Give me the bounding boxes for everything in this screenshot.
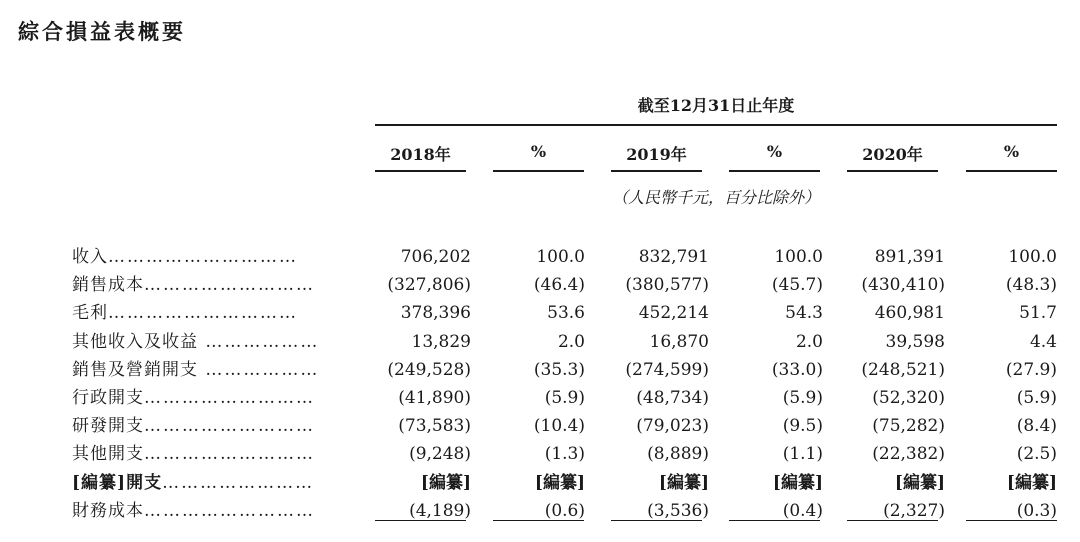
column-header-percent-2019: % — [729, 142, 820, 172]
cell-percent-2019: (45.7) — [771, 275, 823, 296]
leader-dots: ………………………… — [108, 247, 298, 267]
cell-2018: (9,248) — [409, 444, 471, 465]
bottom-rule — [847, 520, 938, 521]
cell-2019: (3,536) — [647, 500, 709, 521]
cell-percent-2018: [編纂] — [534, 472, 585, 493]
cell-2018: 378,396 — [400, 303, 471, 324]
cell-percent-2020: 4.4 — [1029, 331, 1057, 352]
row-label — [72, 412, 348, 440]
cell-2019: 16,870 — [649, 331, 709, 352]
row-label-text: 研發開支 — [72, 416, 144, 437]
cell-percent-2019: (0.4) — [782, 500, 823, 521]
cell-2018: (4,189) — [409, 500, 471, 521]
cell-percent-2018: (46.4) — [533, 275, 585, 296]
leader-dots: ……………………… — [144, 500, 315, 521]
bottom-rule — [966, 520, 1057, 521]
leader-dots: ………………………… — [108, 303, 298, 324]
row-label-text: 財務成本 — [72, 500, 144, 521]
cell-2018: 13,829 — [411, 331, 471, 352]
cell-2019: (380,577) — [625, 275, 709, 296]
cell-2019: (8,889) — [647, 444, 709, 465]
row-label — [72, 440, 348, 468]
table-row — [0, 469, 1080, 497]
cell-2018: (73,583) — [398, 416, 471, 437]
cell-2018: [編纂] — [420, 472, 471, 493]
cell-percent-2020: (48.3) — [1005, 275, 1057, 296]
table-row — [0, 384, 1080, 412]
cell-2020: (430,410) — [861, 275, 945, 296]
cell-2020: 460,981 — [874, 303, 945, 324]
cell-2018: (41,890) — [398, 388, 471, 408]
row-label-text: 其他開支 — [72, 444, 144, 465]
table-row — [0, 243, 1080, 271]
leader-dots: ……………… — [198, 331, 320, 352]
cell-percent-2019: (5.9) — [782, 388, 823, 408]
cell-2019: (274,599) — [625, 359, 709, 380]
cell-percent-2020: [編纂] — [1006, 472, 1057, 493]
leader-dots: …………………… — [162, 472, 315, 493]
column-header-2020: 2020年 — [847, 142, 938, 172]
row-label-text: [編纂]開支 — [72, 472, 163, 493]
cell-percent-2020: 100.0 — [1008, 247, 1057, 267]
column-header-percent-2020: % — [966, 142, 1057, 172]
leader-dots: ……………………… — [144, 416, 315, 437]
row-label — [72, 356, 348, 384]
cell-2019: [編纂] — [658, 472, 709, 493]
cell-percent-2018: 2.0 — [557, 331, 585, 352]
table-row — [0, 328, 1080, 356]
row-label-text: 毛利 — [72, 303, 108, 324]
row-label — [72, 497, 348, 525]
cell-2020: 39,598 — [885, 331, 945, 352]
cell-2020: 891,391 — [874, 247, 945, 267]
period-heading: 截至12月31日止年度 — [637, 96, 795, 115]
row-label — [72, 328, 348, 356]
bottom-rule — [611, 520, 702, 521]
column-header-2018: 2018年 — [375, 142, 466, 172]
cell-percent-2019: (1.1) — [782, 444, 823, 465]
cell-2020: (2,327) — [883, 500, 945, 521]
cell-2018: 706,202 — [400, 247, 471, 267]
bottom-rule — [729, 520, 820, 521]
row-label — [72, 469, 348, 497]
cell-percent-2019: 54.3 — [785, 303, 823, 324]
cell-percent-2019: [編纂] — [772, 472, 823, 493]
cell-percent-2018: (35.3) — [533, 359, 585, 380]
row-label — [72, 384, 348, 412]
row-label — [72, 299, 348, 327]
cell-percent-2018: (1.3) — [544, 444, 585, 465]
table-row — [0, 440, 1080, 468]
cell-percent-2018: (5.9) — [544, 388, 585, 408]
row-label-text: 收入 — [72, 247, 108, 267]
cell-percent-2020: 51.7 — [1019, 303, 1057, 324]
cell-percent-2018: 100.0 — [536, 247, 585, 267]
cell-2019: (79,023) — [636, 416, 709, 437]
row-label — [72, 243, 348, 271]
cell-percent-2019: 100.0 — [774, 247, 823, 267]
leader-dots: ……………………… — [144, 444, 315, 465]
leader-dots: ……………………… — [144, 275, 315, 296]
row-label-text: 銷售及營銷開支 — [72, 359, 198, 380]
cell-percent-2020: (5.9) — [1016, 388, 1057, 408]
table-row — [0, 412, 1080, 440]
cell-percent-2018: 53.6 — [547, 303, 585, 324]
cell-percent-2020: (2.5) — [1016, 444, 1057, 465]
cell-2020: (248,521) — [861, 359, 945, 380]
leader-dots: ……………… — [198, 359, 320, 380]
cell-2018: (249,528) — [387, 359, 471, 380]
cell-2020: [編纂] — [894, 472, 945, 493]
cell-2019: (48,734) — [636, 388, 709, 408]
cell-percent-2020: (27.9) — [1005, 359, 1057, 380]
table-row — [0, 299, 1080, 327]
bottom-rule — [493, 520, 584, 521]
bottom-rule — [375, 520, 466, 521]
cell-percent-2018: (0.6) — [544, 500, 585, 521]
table-row — [0, 271, 1080, 299]
leader-dots: ……………………… — [144, 388, 315, 408]
row-label-text: 行政開支 — [72, 388, 144, 408]
cell-percent-2019: 2.0 — [795, 331, 823, 352]
row-label-text: 銷售成本 — [72, 275, 144, 296]
row-label-text: 其他收入及收益 — [72, 331, 198, 352]
page-title: 綜合損益表概要 — [18, 19, 186, 44]
table-row — [0, 356, 1080, 384]
column-header-percent-2018: % — [493, 142, 584, 172]
cell-2019: 452,214 — [638, 303, 709, 324]
cell-percent-2020: (8.4) — [1016, 416, 1057, 437]
cell-2020: (52,320) — [872, 388, 945, 408]
period-divider — [375, 124, 1057, 126]
cell-2020: (22,382) — [872, 444, 945, 465]
column-header-2019: 2019年 — [611, 142, 702, 172]
unit-note: （人民幣千元，百分比除外） — [611, 188, 820, 207]
cell-percent-2020: (0.3) — [1016, 500, 1057, 521]
cell-percent-2018: (10.4) — [533, 416, 585, 437]
cell-percent-2019: (33.0) — [771, 359, 823, 380]
cell-2019: 832,791 — [638, 247, 709, 267]
cell-2020: (75,282) — [872, 416, 945, 437]
row-label — [72, 271, 348, 299]
cell-2018: (327,806) — [387, 275, 471, 296]
cell-percent-2019: (9.5) — [782, 416, 823, 437]
